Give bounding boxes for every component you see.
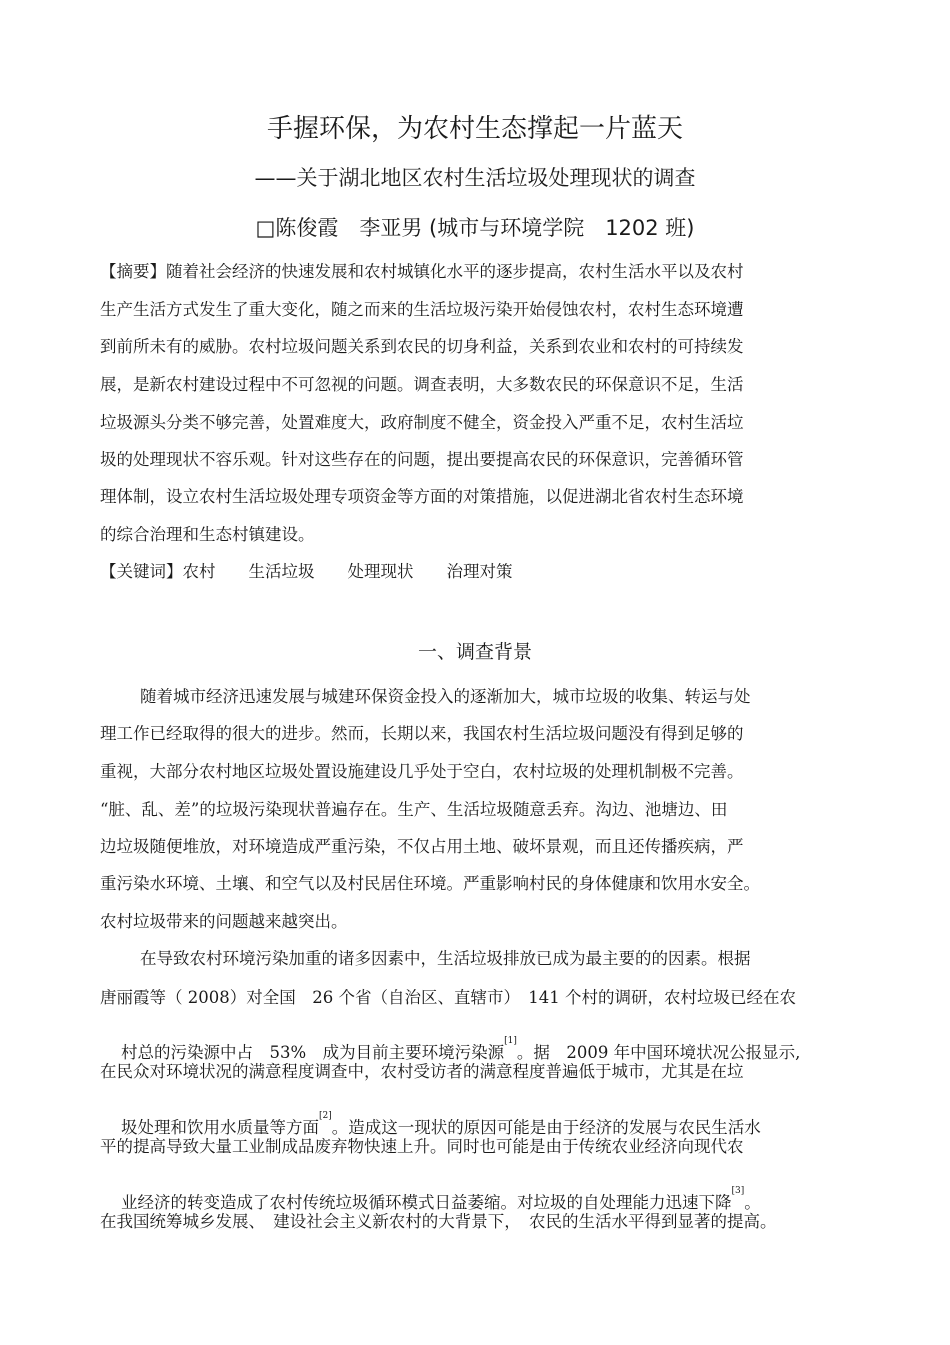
text-segment: 村总的污染源中占 53% 成为目前主要环境污染源	[120, 1043, 505, 1062]
abstract-line: 到前所未有的威胁。农村垃圾问题关系到农民的切身利益，关系到农业和农村的可持续发	[100, 337, 744, 356]
text-segment: 。据 2009 年中国环境状况公报显示,	[516, 1043, 801, 1062]
keywords: 【关键词】农村 生活垃圾 处理现状 治理对策	[100, 562, 513, 581]
text-segment: 圾处理和饮用水质量等方面	[120, 1118, 319, 1137]
text-segment: 。	[744, 1193, 761, 1212]
abstract-line: 的综合治理和生态村镇建设。	[100, 525, 315, 544]
abstract-line: 理体制，设立农村生活垃圾处理专项资金等方面的对策措施，以促进湖北省农村生态环境	[100, 487, 744, 506]
paper-authors: □陈俊霞 李亚男 (城市与环境学院 1202 班)	[255, 216, 695, 240]
citation-ref[interactable]: [2]	[318, 1111, 332, 1121]
paragraph-line: 在民众对环境状况的满意程度调查中，农村受访者的满意程度普遍低于城市，尤其是在垃	[100, 1062, 744, 1081]
paper-title: 手握环保，为农村生态撑起一片蓝天	[266, 114, 683, 144]
paragraph-line: 重污染水环境、土壤、和空气以及村民居住环境。严重影响村民的身体健康和饮用水安全。	[100, 874, 760, 893]
citation-ref[interactable]: [1]	[504, 1036, 517, 1046]
abstract-line: 生产生活方式发生了重大变化，随之而来的生活垃圾污染开始侵蚀农村，农村生态环境遭	[100, 300, 744, 319]
paragraph-line: 随着城市经济迅速发展与城建环保资金投入的逐渐加大，城市垃圾的收集、转运与处	[140, 687, 751, 706]
section-heading: 一、调查背景	[417, 641, 532, 663]
paragraph-line: 边垃圾随便堆放，对环境造成严重污染，不仅占用土地、破坏景观，而且还传播疾病，严	[100, 837, 744, 856]
paragraph-line: 唐丽霞等（ 2008）对全国 26 个省（自治区、直辖市） 141 个村的调研，农村垃圾已经在农	[100, 988, 796, 1007]
text-segment: 。造成这一现状的原因可能是由于经济的发展与农民生活水	[331, 1118, 761, 1137]
abstract-line: 展，是新农村建设过程中不可忽视的问题。调查表明，大多数农民的环保意识不足，生活	[100, 375, 744, 394]
abstract-line: 圾的处理现状不容乐观。针对这些存在的问题，提出要提高农民的环保意识，完善循环管	[100, 450, 744, 469]
text-segment: 业经济的转变造成了农村传统垃圾循环模式日益萎缩。对垃圾的自处理能力迅速下降	[120, 1193, 732, 1212]
paragraph-line: 理工作已经取得的很大的进步。然而，长期以来，我国农村生活垃圾问题没有得到足够的	[100, 724, 744, 743]
paragraph-line: 在我国统筹城乡发展、 建设社会主义新农村的大背景下， 农民的生活水平得到显著的提高。	[100, 1212, 777, 1231]
citation-ref[interactable]: [3]	[731, 1186, 745, 1196]
paragraph-line: 重视，大部分农村地区垃圾处置设施建设几乎处于空白，农村垃圾的处理机制极不完善。	[100, 762, 744, 781]
paper-subtitle: ——关于湖北地区农村生活垃圾处理现状的调查	[254, 166, 696, 190]
paragraph-line: 农村垃圾带来的问题越来越突出。	[100, 912, 348, 931]
paragraph-line: 在导致农村环境污染加重的诸多因素中，生活垃圾排放已成为最主要的的因素。根据	[140, 949, 751, 968]
abstract-line: 垃圾源头分类不够完善，处置难度大，政府制度不健全，资金投入严重不足，农村生活垃	[100, 413, 744, 432]
abstract-line: 【摘要】随着社会经济的快速发展和农村城镇化水平的逐步提高，农村生活水平以及农村	[100, 262, 744, 281]
paragraph-line: “脏、乱、差”的垃圾污染现状普遍存在。生产、生活垃圾随意丢弃。沟边、池塘边、田	[100, 800, 728, 819]
paragraph-line: 平的提高导致大量工业制成品废弃物快速上升。同时也可能是由于传统农业经济向现代农	[100, 1137, 744, 1156]
